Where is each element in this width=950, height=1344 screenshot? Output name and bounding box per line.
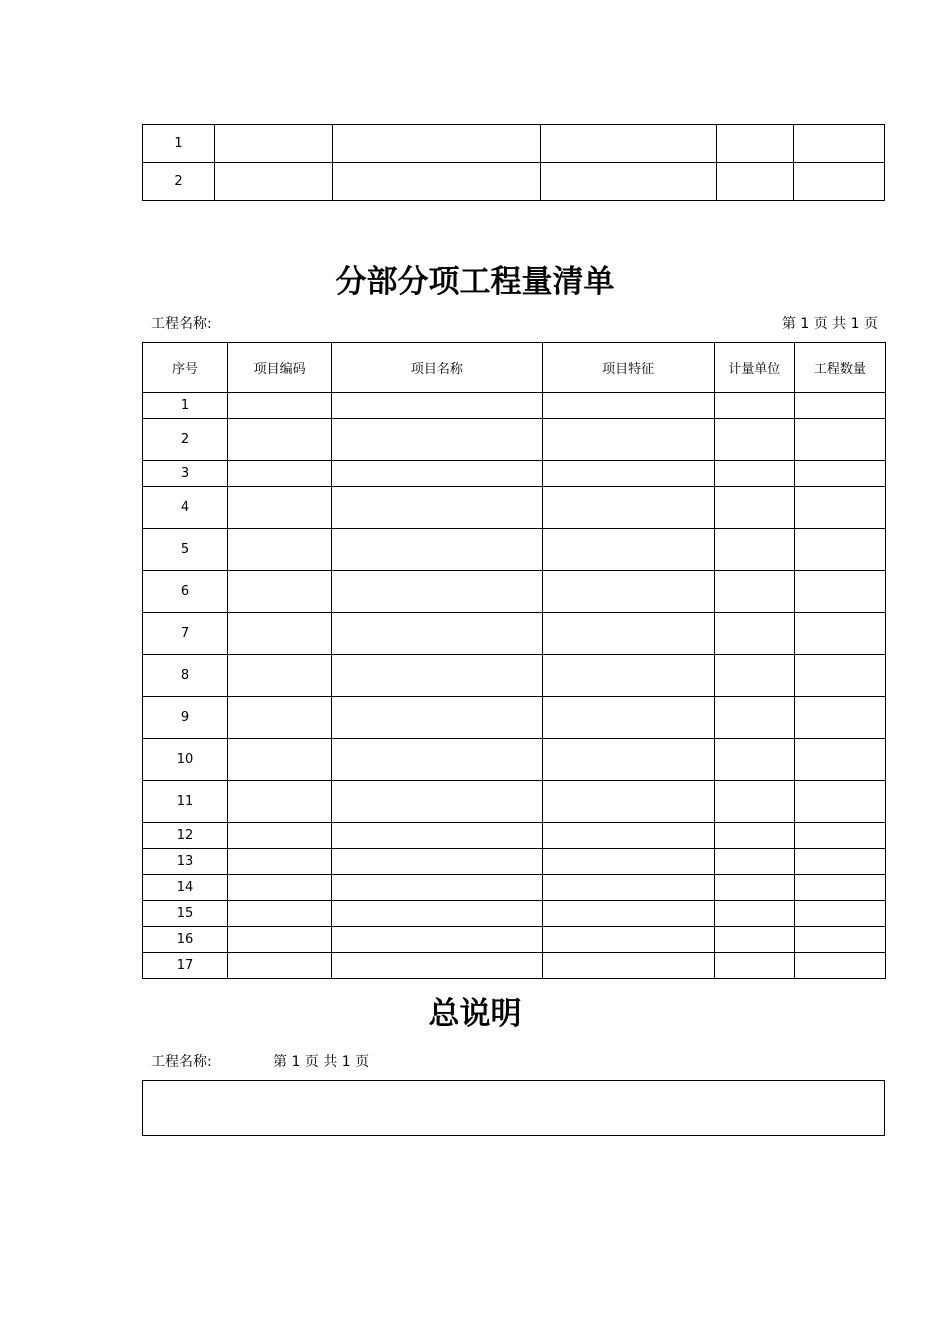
top-table: [142, 124, 885, 201]
row-number: 9: [143, 697, 228, 739]
row-number: 3: [143, 461, 228, 487]
table-row: [143, 781, 886, 823]
cell: [228, 613, 332, 655]
cell: [228, 739, 332, 781]
table-row: [143, 613, 886, 655]
cell: [714, 823, 794, 849]
cell: [332, 875, 542, 901]
cell: [215, 125, 333, 163]
cell: [332, 739, 542, 781]
cell: [794, 849, 885, 875]
cell: [332, 461, 542, 487]
table-row: [143, 953, 886, 979]
cell: [794, 393, 885, 419]
cell: [542, 739, 714, 781]
cell: [542, 571, 714, 613]
cell: [332, 613, 542, 655]
table-row: [143, 655, 886, 697]
cell: [228, 953, 332, 979]
cell: [542, 781, 714, 823]
project-name-label: 工程名称:: [151, 316, 212, 332]
cell: [714, 419, 794, 461]
cell: [794, 461, 885, 487]
cell: [332, 529, 542, 571]
cell: [794, 739, 885, 781]
cell: [332, 393, 542, 419]
table-row: [143, 927, 886, 953]
cell: [332, 927, 542, 953]
cell: [714, 571, 794, 613]
table-row: [143, 849, 886, 875]
cell: [333, 163, 540, 201]
row-number: 2: [143, 419, 228, 461]
cell: [228, 901, 332, 927]
cell: [228, 927, 332, 953]
bill-body: [143, 393, 886, 979]
cell: [542, 927, 714, 953]
cell: [542, 461, 714, 487]
cell: [542, 849, 714, 875]
header-feature: 项目特征: [542, 343, 714, 393]
table-row: [143, 163, 885, 201]
cell: [714, 901, 794, 927]
notes-title: 总说明: [428, 996, 522, 1032]
row-number: 2: [143, 163, 215, 201]
cell: [794, 781, 885, 823]
page-info: 第 1 页 共 1 页: [781, 316, 878, 332]
cell: [228, 875, 332, 901]
cell: [542, 823, 714, 849]
cell: [794, 927, 885, 953]
row-number: 8: [143, 655, 228, 697]
cell: [540, 163, 716, 201]
cell: [714, 849, 794, 875]
cell: [542, 487, 714, 529]
table-row: [143, 571, 886, 613]
cell: [793, 125, 884, 163]
cell: [794, 953, 885, 979]
cell: [714, 393, 794, 419]
table-row: [143, 875, 886, 901]
cell: [794, 419, 885, 461]
cell: [542, 529, 714, 571]
header-code: 项目编码: [228, 343, 332, 393]
row-number: 13: [143, 849, 228, 875]
cell: [794, 487, 885, 529]
cell: [332, 849, 542, 875]
cell: [332, 697, 542, 739]
cell: [332, 823, 542, 849]
cell: [332, 953, 542, 979]
header-no: 序号: [143, 343, 228, 393]
notes-page-info: 第 1 页 共 1 页: [273, 1054, 370, 1070]
cell: [714, 739, 794, 781]
row-number: 15: [143, 901, 228, 927]
cell: [542, 901, 714, 927]
cell: [542, 655, 714, 697]
cell: [332, 781, 542, 823]
notes-box: [142, 1080, 885, 1136]
row-number: 12: [143, 823, 228, 849]
row-number: 4: [143, 487, 228, 529]
row-number: 17: [143, 953, 228, 979]
row-number: 10: [143, 739, 228, 781]
cell: [542, 419, 714, 461]
cell: [332, 571, 542, 613]
table-row: [143, 487, 886, 529]
cell: [332, 901, 542, 927]
cell: [228, 461, 332, 487]
row-number: 7: [143, 613, 228, 655]
cell: [794, 901, 885, 927]
cell: [716, 163, 793, 201]
cell: [542, 613, 714, 655]
cell: [716, 125, 793, 163]
table-row: [143, 823, 886, 849]
cell: [714, 953, 794, 979]
cell: [794, 875, 885, 901]
cell: [215, 163, 333, 201]
header-unit: 计量单位: [714, 343, 794, 393]
cell: [228, 655, 332, 697]
cell: [542, 953, 714, 979]
bill-table: [142, 342, 886, 979]
table-row: [143, 461, 886, 487]
cell: [228, 393, 332, 419]
cell: [714, 461, 794, 487]
cell: [542, 875, 714, 901]
row-number: 1: [143, 393, 228, 419]
row-number: 1: [143, 125, 215, 163]
table-row: [143, 739, 886, 781]
cell: [794, 571, 885, 613]
cell: [542, 393, 714, 419]
cell: [228, 419, 332, 461]
cell: [794, 529, 885, 571]
cell: [332, 487, 542, 529]
cell: [228, 823, 332, 849]
row-number: 14: [143, 875, 228, 901]
cell: [794, 697, 885, 739]
cell: [714, 655, 794, 697]
cell: [714, 697, 794, 739]
bill-title: 分部分项工程量清单: [335, 264, 615, 300]
header-name: 项目名称: [332, 343, 542, 393]
cell: [228, 781, 332, 823]
cell: [333, 125, 540, 163]
table-row: [143, 529, 886, 571]
cell: [228, 571, 332, 613]
table-row: [143, 901, 886, 927]
notes-project-name-label: 工程名称:: [151, 1054, 212, 1070]
table-row: [143, 697, 886, 739]
cell: [228, 849, 332, 875]
cell: [714, 927, 794, 953]
cell: [228, 529, 332, 571]
cell: [714, 781, 794, 823]
table-row: [143, 125, 885, 163]
cell: [542, 697, 714, 739]
cell: [332, 419, 542, 461]
header-qty: 工程数量: [794, 343, 885, 393]
cell: [714, 613, 794, 655]
header-row: [143, 343, 886, 393]
cell: [794, 823, 885, 849]
row-number: 6: [143, 571, 228, 613]
cell: [793, 163, 884, 201]
cell: [332, 655, 542, 697]
cell: [794, 655, 885, 697]
table-row: [143, 419, 886, 461]
row-number: 11: [143, 781, 228, 823]
cell: [228, 487, 332, 529]
cell: [794, 613, 885, 655]
row-number: 16: [143, 927, 228, 953]
cell: [540, 125, 716, 163]
cell: [714, 487, 794, 529]
cell: [228, 697, 332, 739]
cell: [714, 875, 794, 901]
table-row: [143, 393, 886, 419]
cell: [714, 529, 794, 571]
row-number: 5: [143, 529, 228, 571]
